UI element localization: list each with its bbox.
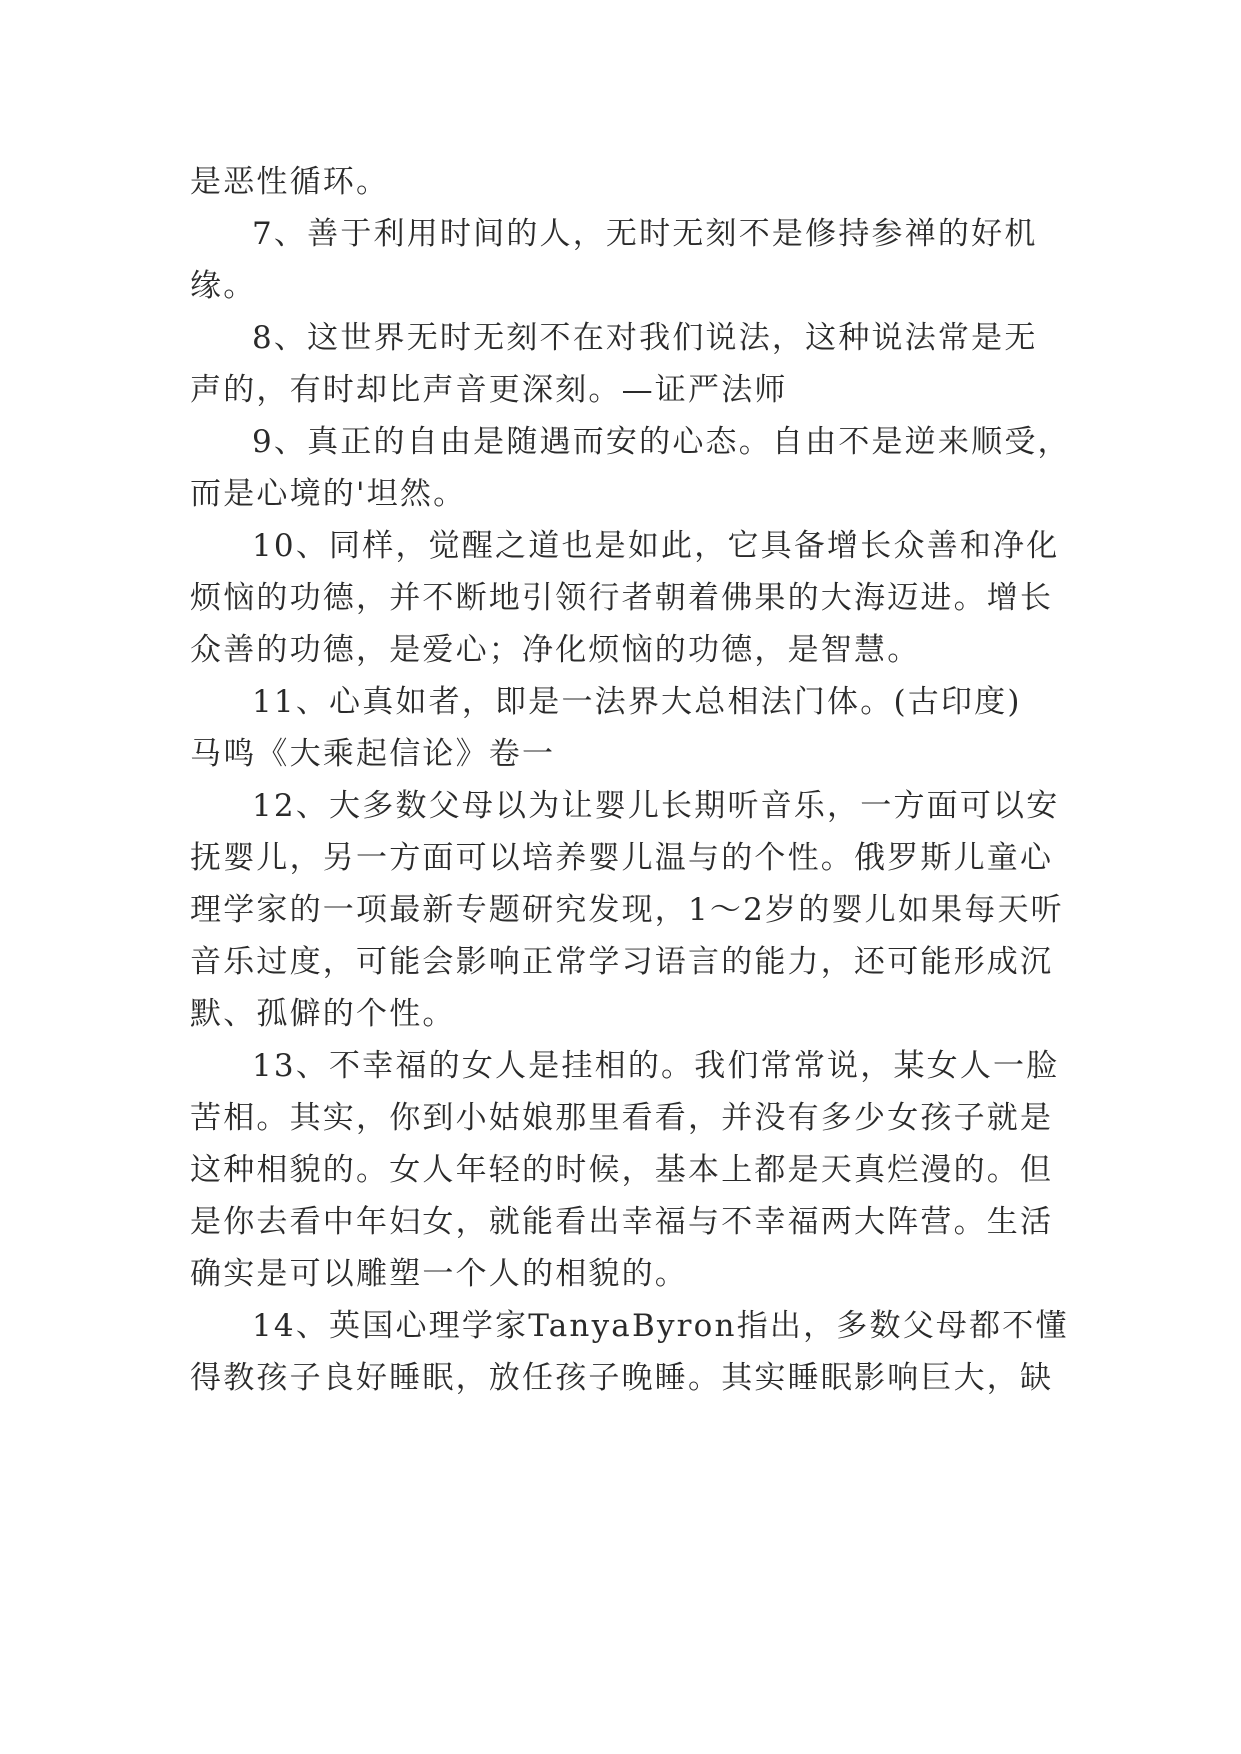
text-line: 抚婴儿，另一方面可以培养婴儿温与的个性。俄罗斯儿童心 xyxy=(190,840,1054,876)
text-line: 声的，有时却比声音更深刻。—证严法师 xyxy=(190,372,788,408)
text-line: 而是心境的'坦然。 xyxy=(190,476,467,512)
text-line: 12、大多数父母以为让婴儿长期听音乐，一方面可以安 xyxy=(252,788,1060,824)
text-line: 7、善于利用时间的人，无时无刻不是修持参禅的好机 xyxy=(252,216,1038,252)
text-line: 马鸣《大乘起信论》卷一 xyxy=(190,736,556,772)
text-line: 缘。 xyxy=(190,268,257,304)
text-line: 得教孩子良好睡眠，放任孩子晚睡。其实睡眠影响巨大，缺 xyxy=(190,1360,1054,1396)
text-line: 10、同样，觉醒之道也是如此，它具备增长众善和净化 xyxy=(252,528,1060,564)
text-line: 是恶性循环。 xyxy=(190,164,390,200)
text-line: 13、不幸福的女人是挂相的。我们常常说，某女人一脸 xyxy=(252,1048,1060,1084)
text-line: 14、英国心理学家TanyaByron指出，多数父母都不懂 xyxy=(252,1308,1069,1344)
text-line: 是你去看中年妇女，就能看出幸福与不幸福两大阵营。生活 xyxy=(190,1204,1054,1240)
text-line: 默、孤僻的个性。 xyxy=(190,996,456,1032)
text-line: 8、这世界无时无刻不在对我们说法，这种说法常是无 xyxy=(252,320,1038,356)
text-line: 苦相。其实，你到小姑娘那里看看，并没有多少女孩子就是 xyxy=(190,1100,1054,1136)
text-line: 确实是可以雕塑一个人的相貌的。 xyxy=(190,1256,688,1292)
text-line: 烦恼的功德，并不断地引领行者朝着佛果的大海迈进。增长 xyxy=(190,580,1054,616)
text-line: 理学家的一项最新专题研究发现，1～2岁的婴儿如果每天听 xyxy=(190,892,1064,928)
text-line: 众善的功德，是爱心；净化烦恼的功德，是智慧。 xyxy=(190,632,921,668)
text-line: 这种相貌的。女人年轻的时候，基本上都是天真烂漫的。但 xyxy=(190,1152,1054,1188)
text-line: 9、真正的自由是随遇而安的心态。自由不是逆来顺受， xyxy=(252,424,1071,460)
text-line: 11、心真如者，即是一法界大总相法门体。(古印度) xyxy=(252,684,1022,720)
text-line: 音乐过度，可能会影响正常学习语言的能力，还可能形成沉 xyxy=(190,944,1054,980)
